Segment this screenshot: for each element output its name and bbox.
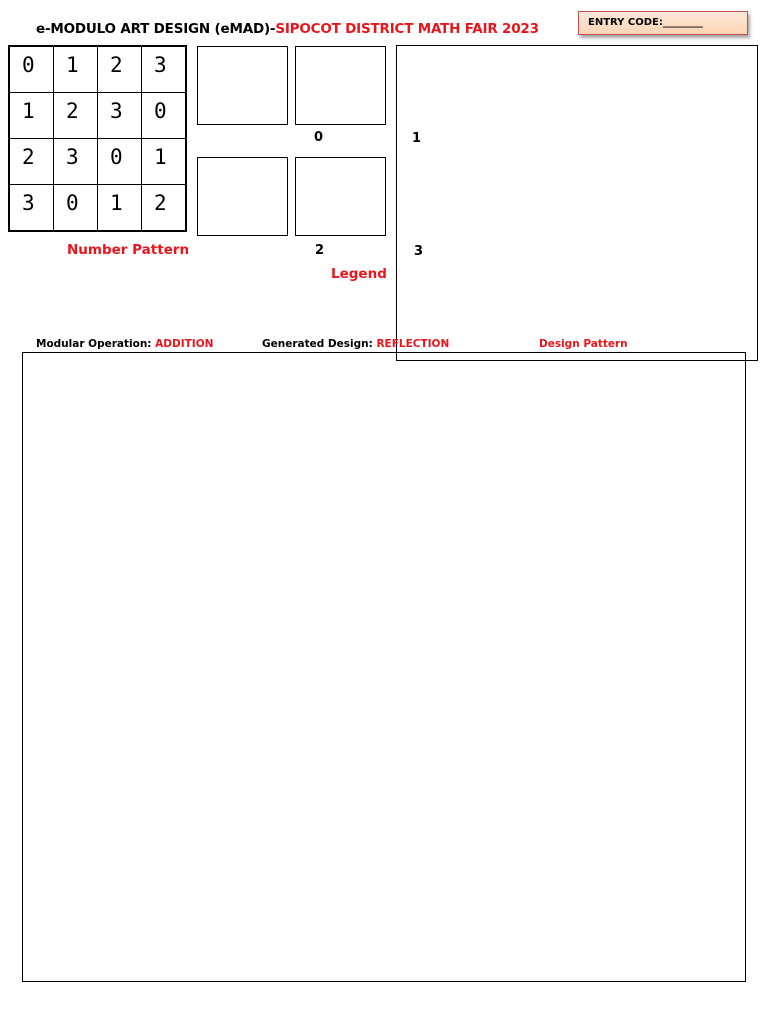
entry-code-box[interactable] (578, 11, 748, 35)
entry-code-label: ENTRY CODE:________ (588, 17, 703, 28)
title-highlight: SIPOCOT DISTRICT MATH FAIR 2023 (275, 21, 539, 37)
legend-swatch-0[interactable] (197, 46, 288, 125)
grid-cell[interactable]: 2 (142, 185, 187, 232)
page-title (36, 21, 539, 37)
grid-cell[interactable]: 1 (142, 139, 187, 185)
generated-design-value: REFLECTION (376, 338, 450, 350)
modular-operation (36, 338, 213, 350)
legend-key-0: 0 (314, 130, 324, 145)
legend-key-1: 1 (412, 131, 422, 146)
design-canvas-box[interactable] (22, 352, 746, 982)
grid-cell[interactable]: 0 (9, 46, 54, 93)
grid-cell[interactable]: 0 (54, 185, 98, 232)
legend-swatch-3[interactable] (295, 157, 386, 236)
modular-operation-label: Modular Operation: (36, 338, 156, 350)
grid-row (9, 185, 186, 232)
grid-cell[interactable]: 2 (98, 46, 142, 93)
number-pattern-label: Number Pattern (67, 242, 190, 258)
grid-row (9, 46, 186, 93)
grid-cell[interactable]: 1 (9, 93, 54, 139)
number-pattern-grid (8, 45, 187, 232)
design-pattern-box[interactable] (396, 45, 758, 361)
grid-cell[interactable]: 1 (54, 46, 98, 93)
grid-cell[interactable]: 3 (54, 139, 98, 185)
grid-cell[interactable]: 2 (9, 139, 54, 185)
grid-cell[interactable]: 1 (98, 185, 142, 232)
modular-operation-value: ADDITION (155, 338, 214, 350)
grid-cell[interactable]: 3 (98, 93, 142, 139)
legend-swatch-1[interactable] (295, 46, 386, 125)
grid-cell[interactable]: 3 (142, 46, 187, 93)
grid-cell[interactable]: 0 (98, 139, 142, 185)
design-pattern-label: Design Pattern (539, 338, 628, 350)
generated-design-label: Generated Design: (262, 338, 377, 350)
legend-swatch-2[interactable] (197, 157, 288, 236)
legend-key-3: 3 (414, 244, 424, 259)
legend-label: Legend (331, 266, 387, 282)
title-main: e-MODULO ART DESIGN (eMAD)- (36, 21, 276, 37)
grid-cell[interactable]: 0 (142, 93, 187, 139)
grid-row (9, 139, 186, 185)
generated-design (262, 338, 449, 350)
grid-cell[interactable]: 3 (9, 185, 54, 232)
grid-row (9, 93, 186, 139)
legend-key-2: 2 (315, 243, 325, 258)
grid-cell[interactable]: 2 (54, 93, 98, 139)
